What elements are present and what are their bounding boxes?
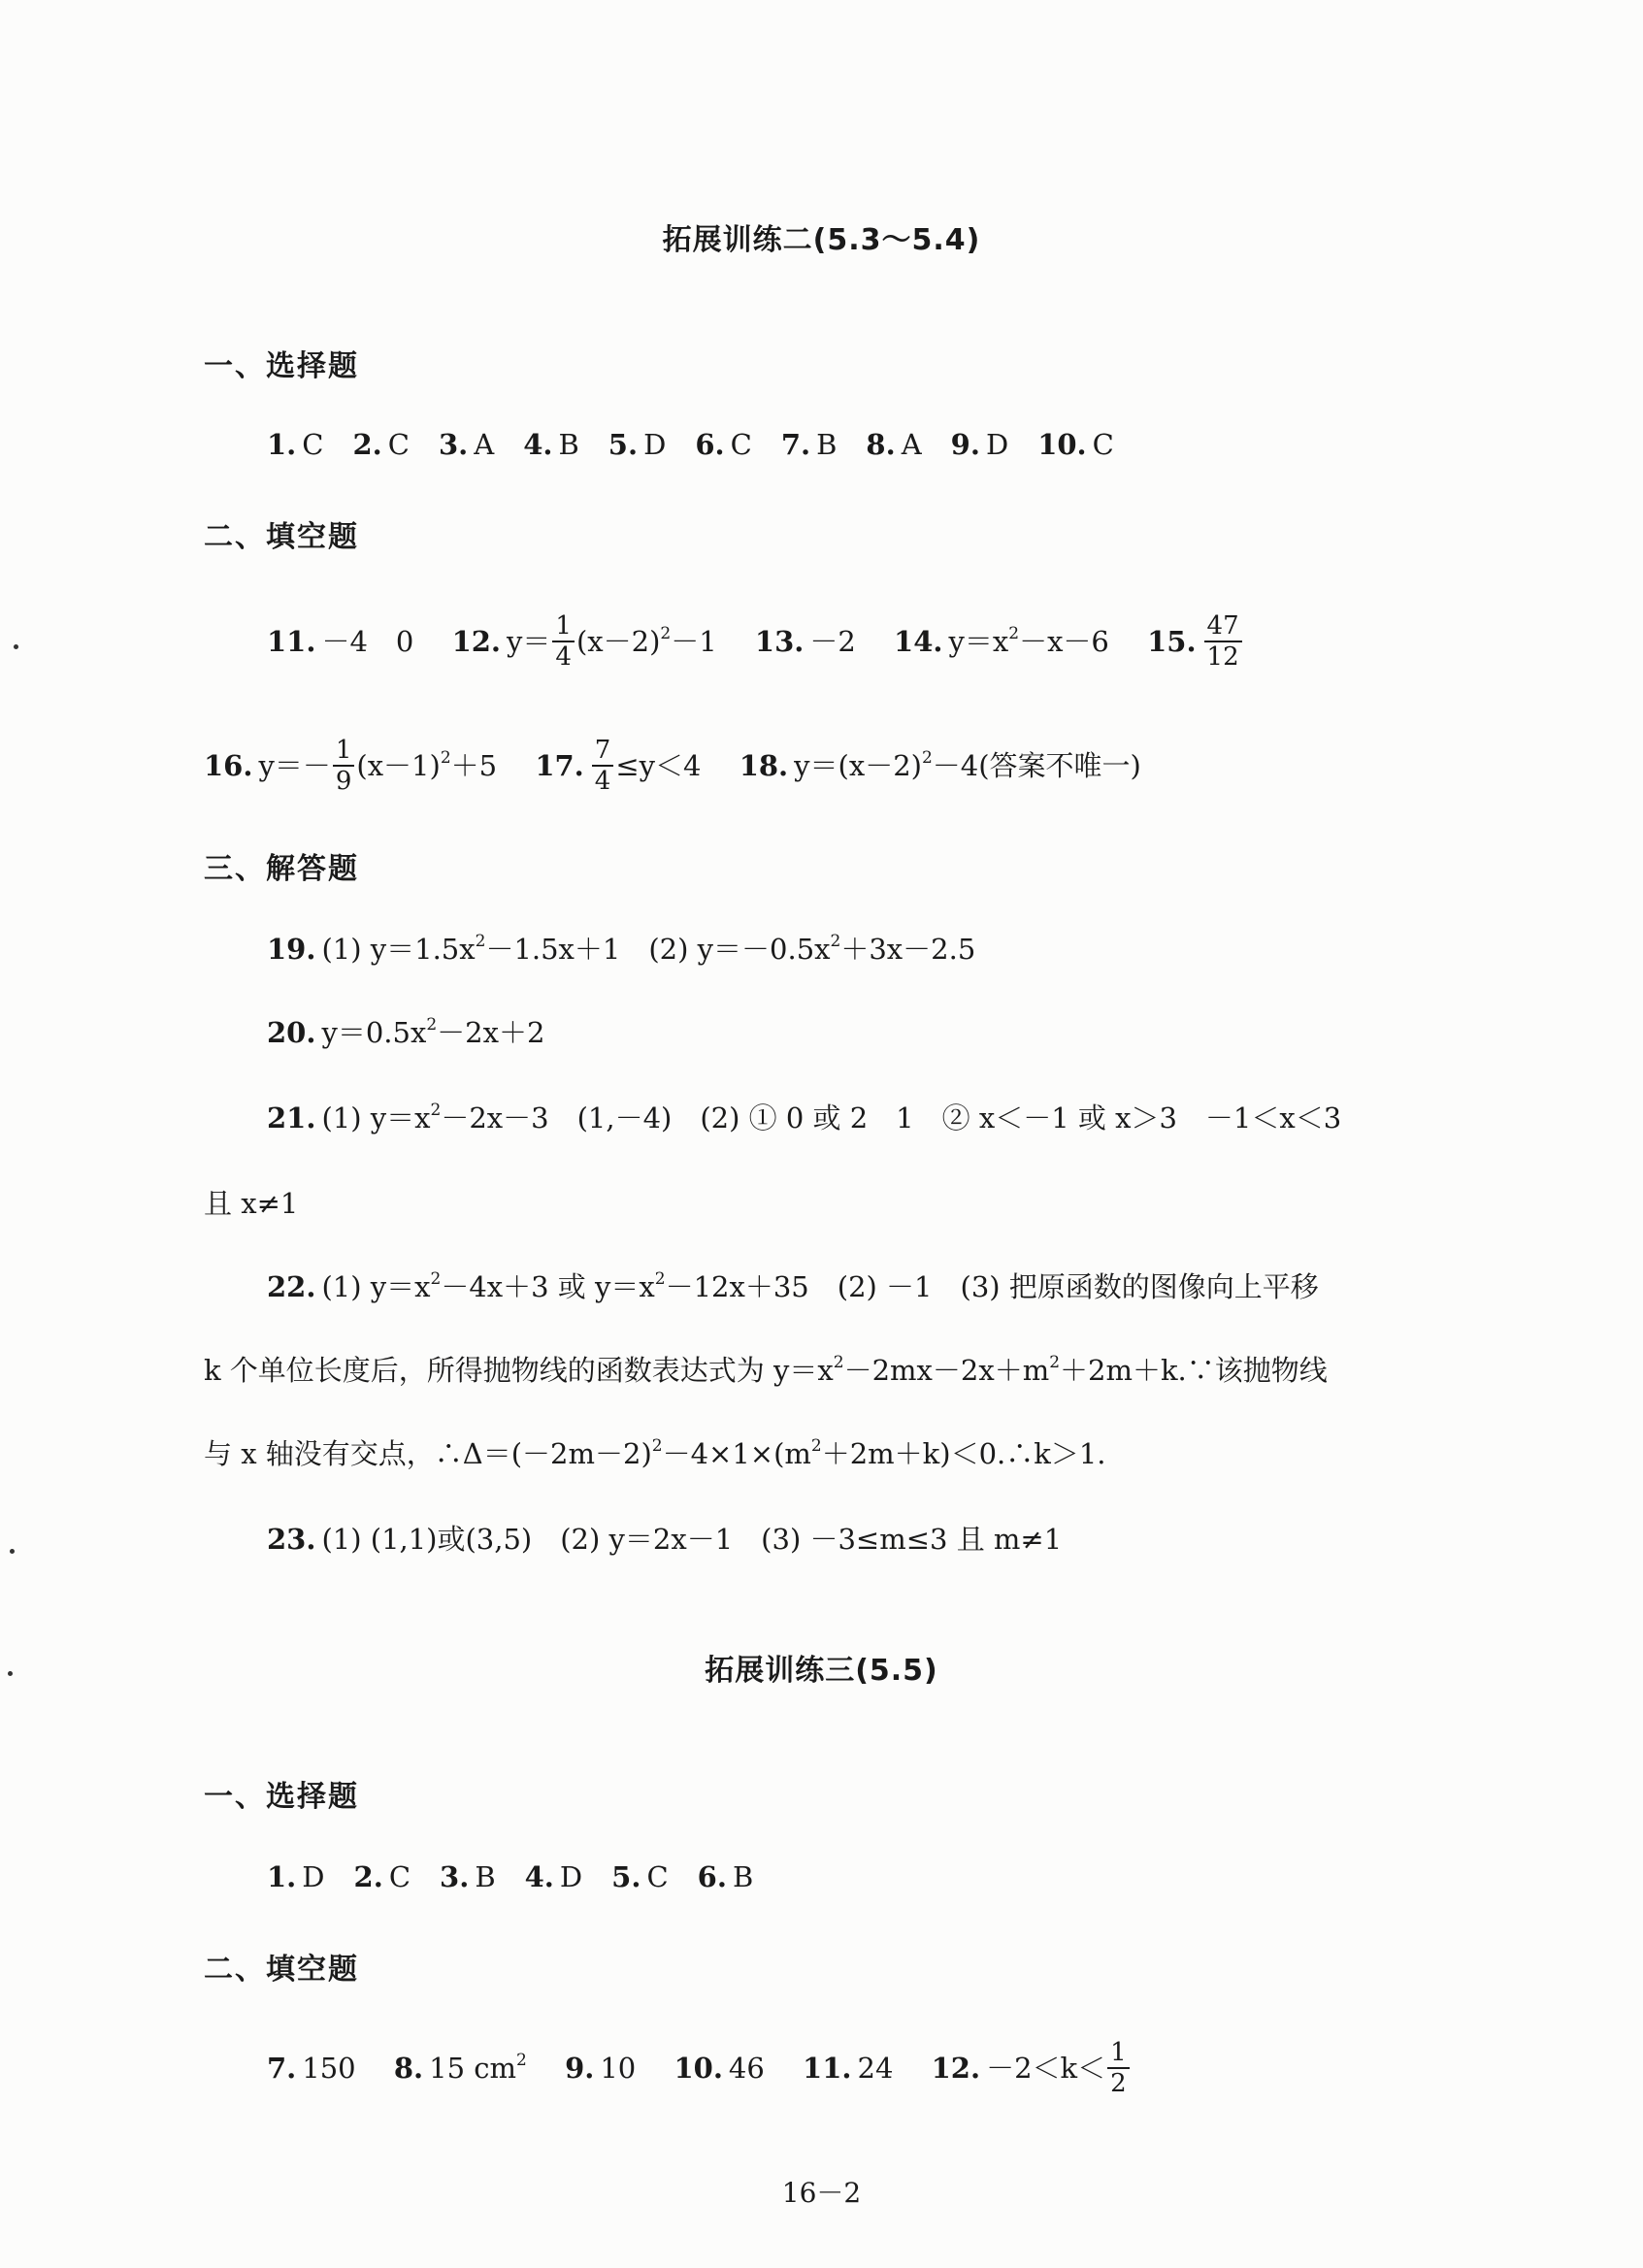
fraction: $\frac{1}{9}$ [333, 736, 355, 796]
answer-19: 19. (1) $y=1.5x^2-1.5x+1$ (2) $y=-0.5x^2+3x-2.5$ [267, 932, 976, 966]
section-title-1: 拓展训练二(5.3～5.4) [662, 223, 981, 257]
scan-speck [10, 1549, 15, 1554]
choice-answer: 1. D [267, 1860, 325, 1893]
heading-choice-2: 一、选择题 [204, 1780, 359, 1814]
choice-answer: 1. C [267, 428, 324, 461]
fill-line-1: 11. －4 0 12. y＝ $\frac{1}{4}$ $(x-2)^2-1$ 13. －2 14. $y=x^2-x-6$ 15. $\frac{47}{12}$ [267, 613, 1483, 674]
scan-speck [8, 1671, 13, 1676]
choice-answers-1 [267, 423, 1483, 466]
answer-23: 23. (1) (1,1)或(3,5) (2) y＝2x－1 (3) －3≤m≤3 且 m≠1 [267, 1523, 1063, 1556]
choice-answer: 3. A [438, 428, 495, 461]
choice-answer: 8. A [866, 428, 922, 461]
answer-21: 21. (1) $y=x^2-2x-3$ (1,－4) (2) ① 0 或 2 1 ② x＜－1 或 x＞3 －1＜x＜3 [267, 1101, 1342, 1134]
choice-answer: 3. B [440, 1860, 496, 1893]
fill-line-3: 7. 150 8. 15 $cm^2$ 9. 10 10. 46 11. 24 12. －2＜k＜ $\frac{1}{2}$ [267, 2040, 1483, 2100]
heading-fill-2: 二、填空题 [204, 1953, 359, 1987]
choice-answer: 10. C [1037, 428, 1114, 461]
scan-speck [14, 644, 18, 649]
choice-answer: 4. D [524, 1860, 583, 1893]
choice-answer: 2. C [353, 1860, 411, 1893]
answer-20: 20. $y=0.5x^2-2x+2$ [267, 1015, 545, 1049]
choice-answer: 2. C [352, 428, 410, 461]
choice-answer: 9. D [950, 428, 1009, 461]
answer-22-cont-2: 与 x 轴没有交点，$\therefore\Delta=(-2m-2)^2-4\times 1\times(m^2+2m+k)<0.\therefore k>1$. [204, 1436, 1106, 1470]
heading-fill-1: 二、填空题 [204, 520, 359, 554]
fraction: $\frac{1}{2}$ [1107, 2038, 1130, 2098]
section-title-2: 拓展训练三(5.5) [705, 1654, 938, 1688]
choice-answer: 7. B [780, 428, 838, 461]
choice-answer: 5. C [611, 1860, 669, 1893]
fraction: $\frac{47}{12}$ [1204, 611, 1242, 672]
fill-line-2: 16. y＝－ $\frac{1}{9}$ $(x-1)^2+5$ 17. $\frac{7}{4}$ ≤y＜4 18. $y=(x-2)^2-4$(答案不唯一) [204, 736, 1141, 796]
choice-answer: 6. B [697, 1860, 754, 1893]
page-number: 16－2 [781, 2177, 862, 2209]
choice-answer: 5. D [608, 428, 667, 461]
answer-21-cont: 且 x≠1 [204, 1187, 299, 1220]
choice-answer: 6. C [695, 428, 752, 461]
answer-22-cont-1: k 个单位长度后，所得抛物线的函数表达式为 $y=x^2-2mx-2x+m^2+2m+k.\because$该抛物线 [204, 1353, 1328, 1387]
choice-answer: 4. B [523, 428, 579, 461]
fraction: $\frac{1}{4}$ [552, 611, 575, 672]
heading-choice-1: 一、选择题 [204, 349, 359, 383]
choice-answers-2 [267, 1856, 1483, 1898]
heading-solve-1: 三、解答题 [204, 852, 359, 886]
answer-22: 22. (1) $y=x^2-4x+3$ 或 $y=x^2-12x+35$ (2) －1 (3) 把原函数的图像向上平移 [267, 1269, 1319, 1303]
fraction: $\frac{7}{4}$ [592, 736, 614, 796]
